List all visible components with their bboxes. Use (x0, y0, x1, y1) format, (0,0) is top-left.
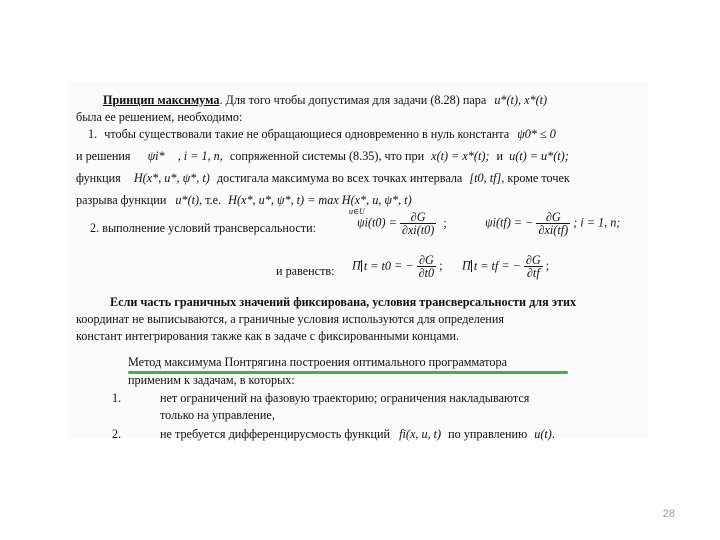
method-item-1-line-b: только на управление, (160, 408, 275, 422)
eq2-denominator: ∂xi(tf) (538, 223, 569, 238)
paragraph-line-3: констант интегрирования также как в задаче с фиксированными концами. (76, 329, 460, 343)
item2-period: . (551, 427, 555, 441)
equalities-label: и равенств: (276, 264, 335, 278)
u-equals-ustar: u(t) = u*(t); (509, 149, 569, 163)
line5-text-c: достигала максимума во всех точках интервала (216, 171, 463, 185)
eq4-numerator: ∂G (525, 253, 541, 267)
principle-title: Принцип максимума (103, 93, 220, 107)
principle-pair: u*(t), x*(t) (494, 93, 548, 107)
method-item-1-number: 1. (112, 391, 122, 405)
method-item-1-line-a: нет ограничений на фазовую траекторию; ограничения накладываются (160, 391, 530, 405)
eq3-denominator: ∂t0 (418, 266, 435, 281)
equality-2: П t = tf = − $\frac{\partial G}{\partial tf}$ ; (462, 253, 550, 281)
method-item-2 (160, 428, 555, 440)
interval-t0-tf: [t0, tf] (469, 171, 502, 185)
eq2-numerator: ∂G (536, 211, 570, 224)
psi0-condition: ψ0* ≤ 0 (517, 127, 556, 141)
line6-ie: , т.е. (199, 193, 222, 207)
principle-line-4 (76, 150, 569, 162)
eq1-numerator: ∂G (400, 211, 436, 224)
paragraph-line-2: координат не выписываются, а граничные условия используются для определения (76, 312, 504, 326)
eq3-pi: П (352, 258, 361, 273)
item1-text: чтобы существовали такие не обращающиеся одновременно в нуль константа (104, 127, 510, 141)
principle-line-2: была ее решением, необходимо: (76, 110, 243, 124)
line4-text-a: и решения (76, 149, 131, 163)
principle-item-2: 2. выполнение условий трансверсальности: (90, 221, 316, 235)
index-range: , i = 1, n, (177, 149, 223, 163)
eq1-denominator: ∂xi(t0) (401, 223, 435, 238)
eq2-tail: ; i = 1, n; (573, 215, 621, 230)
eq4-denominator: ∂tf (526, 266, 540, 281)
line4-and: и (496, 149, 504, 163)
line4-text-d: сопряженной системы (8.35), что при (229, 149, 425, 163)
line5-text-a: функция (76, 171, 121, 185)
paragraph-line-1: Если часть граничных значений фиксирована, условия трансверсальности для этих (110, 295, 577, 309)
item2-text-b: по управлению (448, 427, 528, 441)
method-heading-1: Метод максимума Понтрягина построения оптимального программатора (128, 355, 508, 369)
eq1-lhs: ψi(t0) = (357, 215, 397, 230)
item2-text-a: не требуется дифференцирусмость функций (160, 427, 391, 441)
hamiltonian-expr: H(x*, u*, ψ*, t) (133, 171, 210, 185)
eq4-fraction (524, 254, 543, 279)
principle-item-1 (88, 128, 556, 140)
eq3-eval: t = t0 (361, 260, 391, 272)
principle-line-1 (103, 94, 547, 106)
page-number: 28 (662, 508, 675, 520)
ustar-function: u*(t) (175, 193, 200, 207)
eq2-lhs: ψi(tf) = − (485, 215, 534, 230)
transversality-eq-2 (485, 211, 620, 236)
eq3-fraction (417, 254, 437, 279)
eq4-eval: t = tf (471, 260, 498, 272)
line5-text-e: , кроме точек (501, 171, 570, 185)
method-heading-2: применим к задачам, в которых: (128, 373, 295, 387)
principle-line-6 (76, 194, 412, 206)
eq3-minus: = − (394, 258, 414, 273)
eq4-pi: П (462, 258, 471, 273)
fi-function: fi(x, u, t) (399, 427, 442, 441)
eq4-minus: = − (501, 258, 521, 273)
max-hamiltonian: H(x*, u*, ψ*, t) = max H(x*, u, ψ*, t) (228, 193, 412, 207)
equality-1: П t = t0 = − $\frac{\partial G}{\partial t0}$ ; (352, 253, 443, 281)
eq2-fraction (536, 211, 570, 236)
u-of-t: u(t) (534, 427, 552, 441)
max-subscript: u∈U (349, 207, 365, 216)
eq3-numerator: ∂G (417, 254, 437, 267)
transversality-eq-1: ψi(t0) = $\frac{\partial G}{\partial xi(t0)}$ ; (357, 210, 447, 238)
method-item-2-number: 2. (112, 427, 122, 441)
eq1-fraction (400, 211, 436, 236)
x-equals-xstar: x(t) = x*(t); (431, 149, 490, 163)
line6-text-a: разрыва функции (76, 193, 167, 207)
psi-i-star: ψi* (147, 149, 165, 163)
principle-intro: . Для того чтобы допустимая для задачи (8.28) пара (219, 93, 487, 107)
principle-line-5 (76, 172, 570, 184)
item1-number: 1. (88, 127, 98, 141)
